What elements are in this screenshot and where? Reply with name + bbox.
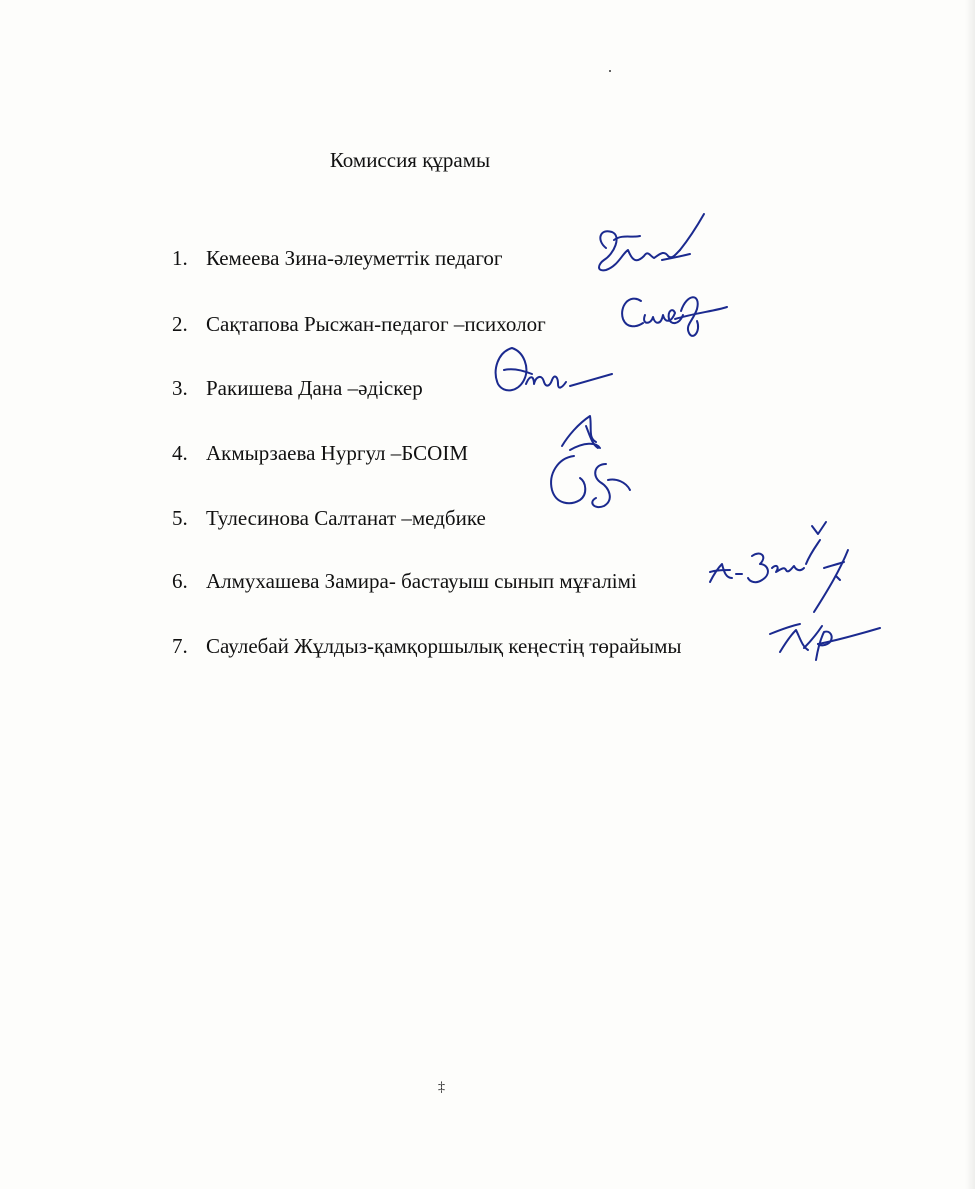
member-item-6	[172, 569, 637, 594]
signature-5	[706, 520, 871, 615]
page-edge-shadow	[965, 0, 975, 1189]
member-text: Саулебай Жұлдыз-қамқоршылық кеңестің төрайымы	[206, 634, 682, 658]
member-number: 1.	[172, 246, 188, 270]
member-number: 4.	[172, 441, 188, 465]
member-item-1	[172, 246, 503, 271]
member-text: Кемеева Зина-әлеуметтік педагог	[206, 246, 503, 270]
member-number: 2.	[172, 312, 188, 336]
member-number: 7.	[172, 634, 188, 658]
document-title: Комиссия құрамы	[329, 148, 491, 172]
member-item-4	[172, 441, 468, 466]
signature-6	[760, 612, 885, 672]
member-item-7	[172, 634, 682, 659]
member-number: 6.	[172, 569, 188, 593]
member-text: Тулесинова Салтанат –медбике	[206, 506, 486, 530]
member-item-3	[172, 376, 423, 401]
member-number: 3.	[172, 376, 188, 400]
signature-4	[540, 412, 640, 522]
signature-3	[488, 340, 618, 405]
member-item-2	[172, 312, 546, 337]
signature-1	[592, 210, 722, 285]
signature-2	[615, 285, 735, 345]
paper-speck	[609, 70, 611, 72]
footer-mark: ‡	[438, 1080, 445, 1095]
member-text: Ракишева Дана –әдіскер	[206, 376, 423, 400]
member-item-5	[172, 506, 486, 531]
member-number: 5.	[172, 506, 188, 530]
member-text: Акмырзаева Нургул –БСОІМ	[206, 441, 469, 465]
member-text: Алмухашева Замира- бастауыш сынып мұғалімі	[206, 569, 637, 593]
member-text: Сақтапова Рысжан-педагог –психолог	[206, 312, 546, 336]
